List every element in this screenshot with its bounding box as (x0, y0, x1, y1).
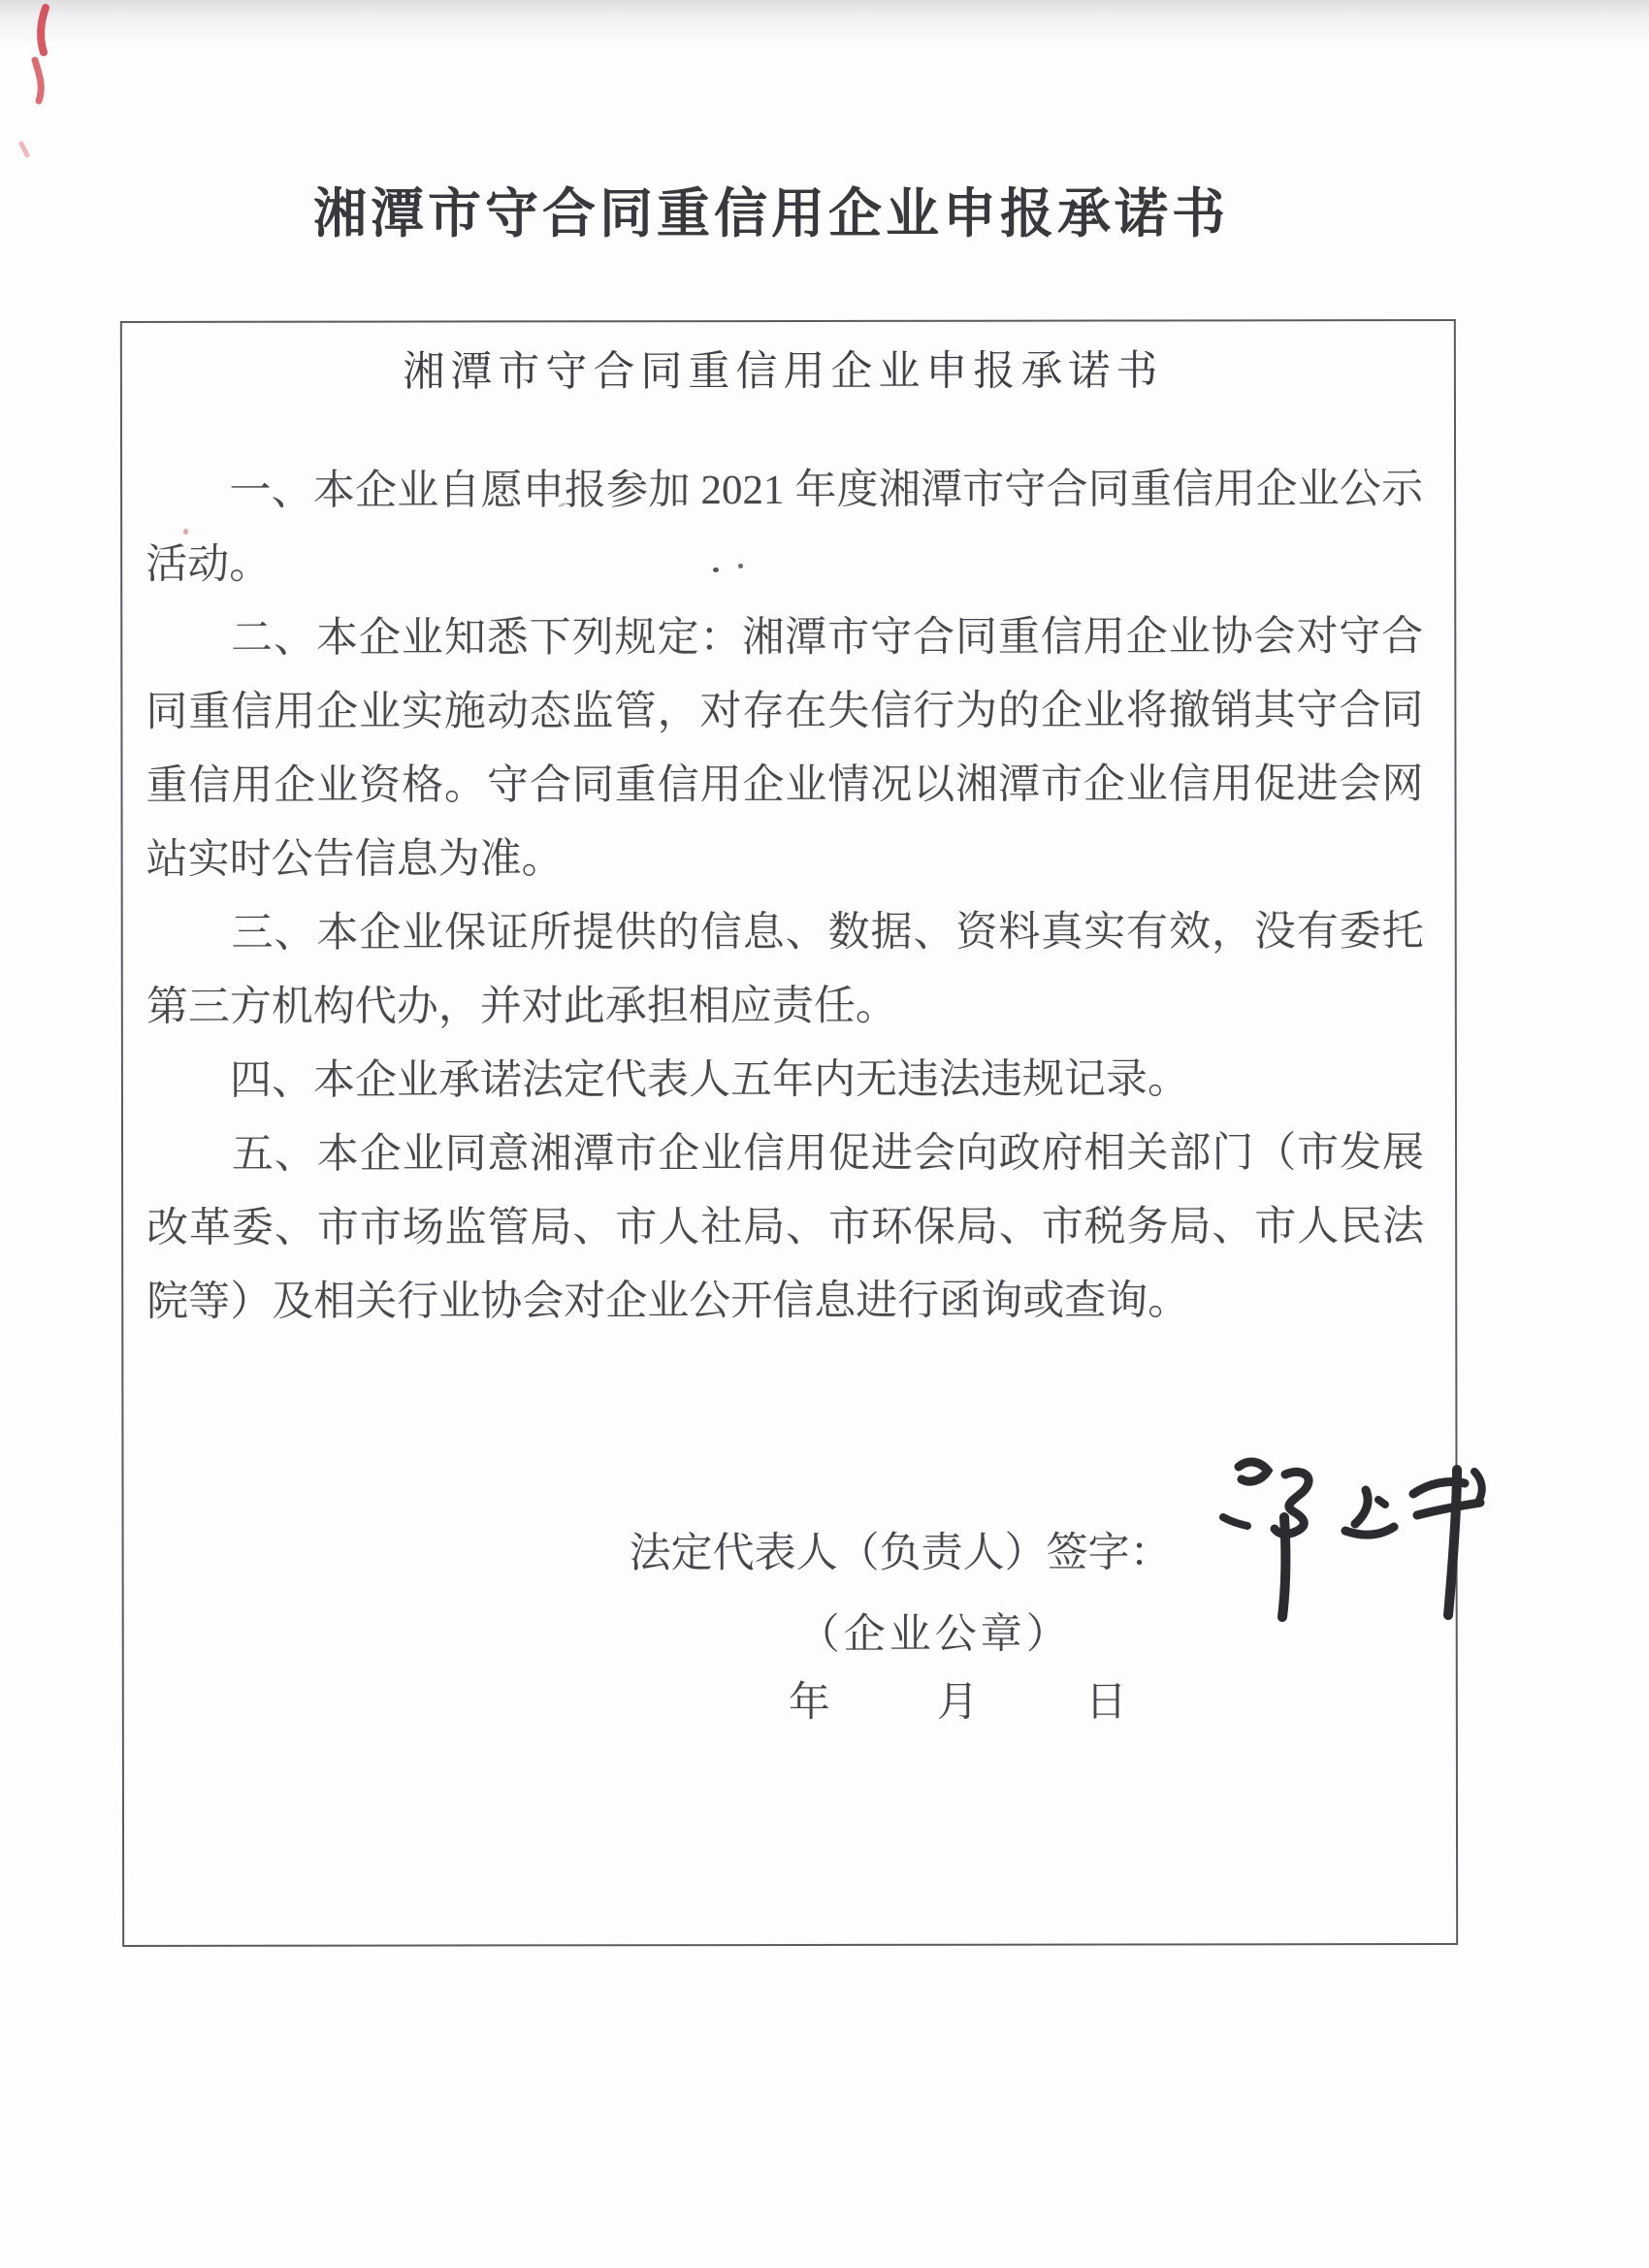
body-line: 院等）及相关行业协会对企业公开信息进行函询或查询。 (146, 1278, 1190, 1325)
document-title: 湘潭市守合同重信用企业申报承诺书 (312, 184, 1229, 243)
body-line: 二、本企业知悉下列规定：湘潭市守合同重信用企业协会对守合 (146, 614, 1424, 662)
form-box-inner (122, 321, 1455, 1340)
body-line: 改革委、市市场监管局、市人社局、市环保局、市税务局、市人民法 (146, 1204, 1425, 1251)
body-line: 五、本企业同意湘潭市企业信用促进会向政府相关部门（市发展 (146, 1130, 1425, 1178)
handwritten-signature (1188, 1434, 1518, 1647)
scan-speck (713, 567, 719, 572)
form-title: 湘潭市守合同重信用企业申报承诺书 (403, 348, 1164, 396)
body-line: 三、本企业保证所提供的信息、数据、资料真实有效，没有委托 (146, 909, 1424, 956)
body-line: 活动。 (146, 541, 272, 588)
company-seal-note: （企业公章） (797, 1611, 1072, 1658)
form-body-text (146, 453, 1424, 1340)
scan-speck (738, 564, 743, 568)
body-line: 重信用企业资格。守合同重信用企业情况以湘潭市企业信用促进会网 (146, 761, 1424, 809)
scan-speck (183, 529, 188, 535)
body-line: 第三方机构代办，并对此承担相应责任。 (146, 983, 897, 1030)
body-line: 一、本企业自愿申报参加 2021 年度湘潭市守合同重信用企业公示 (146, 467, 1424, 514)
body-line: 站实时公告信息为准。 (146, 836, 564, 883)
body-line: 四、本企业承诺法定代表人五年内无违法违规记录。 (146, 1056, 1189, 1104)
body-line: 同重信用企业实施动态监管，对存在失信行为的企业将撤销其守合同 (146, 688, 1424, 735)
scanner-edge-shadow (0, 0, 1649, 45)
date-line: 年 月 日 (788, 1679, 1135, 1727)
legal-representative-signature-label: 法定代表人（负责人）签字： (629, 1530, 1172, 1577)
commitment-form-box (120, 319, 1458, 1947)
